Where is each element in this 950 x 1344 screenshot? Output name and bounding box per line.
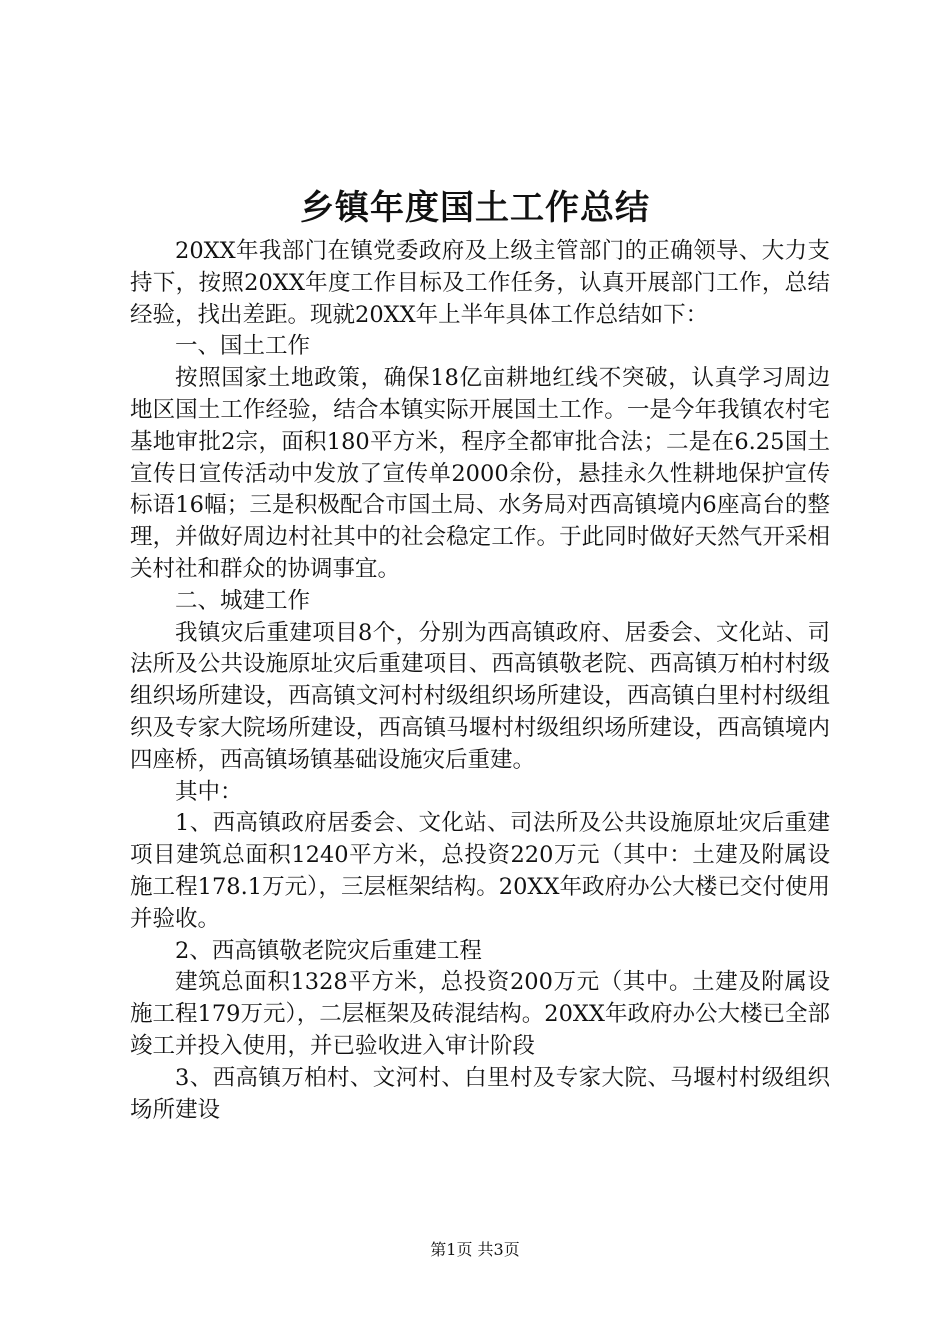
paragraph-reconstruction-projects: 我镇灾后重建项目8个，分别为西高镇政府、居委会、文化站、司法所及公共设施原址灾后重建项目、西高镇敬老院、西高镇万柏村村级组织场所建设，西高镇文河村村级组织场所建设，西高镇白里村村级组织及专家大院场所建设，西高镇马堰村村级组织场所建设，西高镇境内四座桥，西高镇场镇基础设施灾后重建。 <box>130 619 830 773</box>
paragraph-item-3: 3、西高镇万柏村、文河村、白里村及专家大院、马堰村村级组织场所建设 <box>130 1064 830 1123</box>
paragraph-among-them: 其中： <box>175 778 243 805</box>
page-number-footer: 第1页 共3页 <box>430 1240 520 1259</box>
paragraph-land-work: 按照国家土地政策，确保18亿亩耕地红线不突破，认真学习周边地区国土工作经验，结合本镇实际开展国土工作。一是今年我镇农村宅基地审批2宗，面积180平方米，程序全都审批合法；二是在6.25国土宣传日宣传活动中发放了宣传单2000余份，悬挂永久性耕地保护宣传标语16幅；三是积极配合市国土局、水务局对西高镇境内6座高台的整理，并做好周边村社其中的社会稳定工作。于此同时做好天然气开采相关村社和群众的协调事宜。 <box>130 365 830 582</box>
heading-urban-construction: 二、城建工作 <box>175 587 311 614</box>
paragraph-item-2-detail: 建筑总面积1328平方米，总投资200万元（其中。土建及附属设施工程179万元），二层框架及砖混结构。20XX年政府办公大楼已全部竣工并投入使用，并已验收进入审计阶段 <box>130 969 830 1059</box>
paragraph-item-2-heading: 2、西高镇敬老院灾后重建工程 <box>175 937 482 964</box>
document-title: 乡镇年度国土工作总结 <box>300 188 650 228</box>
document-body <box>130 236 830 1126</box>
heading-land-work: 一、国土工作 <box>175 333 311 360</box>
paragraph-intro: 20XX年我部门在镇党委政府及上级主管部门的正确领导、大力支持下，按照20XX年度工作目标及工作任务，认真开展部门工作，总结经验，找出差距。现就20XX年上半年具体工作总结如下： <box>130 238 830 328</box>
paragraph-item-1: 1、西高镇政府居委会、文化站、司法所及公共设施原址灾后重建项目建筑总面积1240平方米，总投资220万元（其中：土建及附属设施工程178.1万元），三层框架结构。20XX年政府办公大楼已交付使用并验收。 <box>130 810 830 932</box>
